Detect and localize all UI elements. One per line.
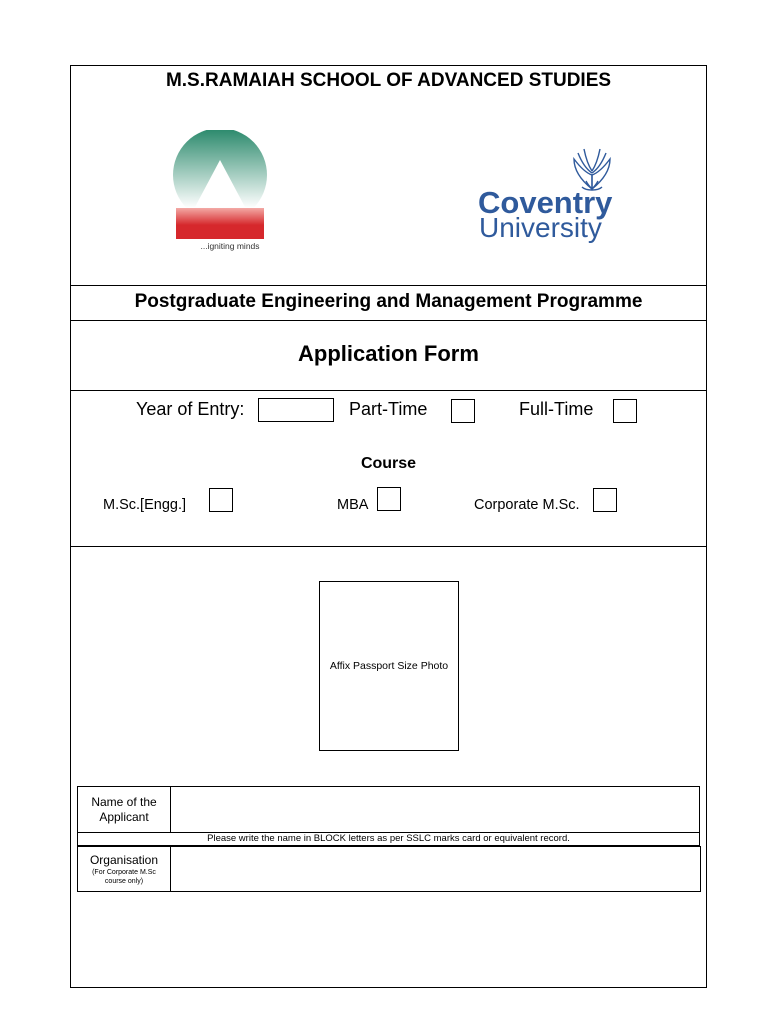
year-of-entry-field[interactable] xyxy=(258,398,334,422)
organisation-sub-label: (For Corporate M.Sc course only) xyxy=(92,868,156,885)
corporate-msc-checkbox[interactable] xyxy=(593,488,617,512)
name-label-cell xyxy=(77,786,171,833)
photo-box[interactable] xyxy=(319,581,459,751)
divider xyxy=(70,320,707,321)
form-title: Application Form xyxy=(298,341,479,366)
course-option-mba: MBA xyxy=(337,497,369,513)
msc-engg-checkbox[interactable] xyxy=(209,488,233,512)
full-time-checkbox[interactable] xyxy=(613,399,637,423)
full-time-label: Full-Time xyxy=(519,399,594,419)
coventry-word: Coventry xyxy=(478,185,613,220)
course-option-msc-engg: M.Sc.[Engg.] xyxy=(103,497,187,513)
name-input-cell[interactable] xyxy=(170,786,700,833)
divider xyxy=(70,285,707,286)
part-time-checkbox[interactable] xyxy=(451,399,475,423)
photo-label: Affix Passport Size Photo xyxy=(329,660,449,672)
divider xyxy=(70,546,707,547)
year-of-entry-label: Year of Entry: xyxy=(136,399,245,419)
ramaiah-logo-icon xyxy=(170,130,270,255)
coventry-logo xyxy=(474,145,619,245)
school-name: M.S.RAMAIAH SCHOOL OF ADVANCED STUDIES xyxy=(165,70,612,91)
programme-title: Postgraduate Engineering and Management Programme xyxy=(134,291,643,312)
course-option-corporate-msc: Corporate M.Sc. xyxy=(474,497,580,513)
ramaiah-logo xyxy=(170,130,270,255)
course-heading: Course xyxy=(360,455,417,472)
organisation-label: Organisation xyxy=(89,852,159,867)
divider xyxy=(70,390,707,391)
mba-checkbox[interactable] xyxy=(377,487,401,511)
name-note: Please write the name in BLOCK letters as per SSLC marks card or equivalent record. xyxy=(77,832,700,846)
part-time-label: Part-Time xyxy=(349,399,428,419)
organisation-input-cell[interactable] xyxy=(170,846,701,892)
university-word: University xyxy=(479,212,602,243)
phoenix-icon xyxy=(474,145,619,245)
organisation-label-cell xyxy=(77,846,171,892)
name-label: Name of the Applicant xyxy=(91,794,157,824)
logo-tagline: ...igniting minds xyxy=(200,241,260,251)
